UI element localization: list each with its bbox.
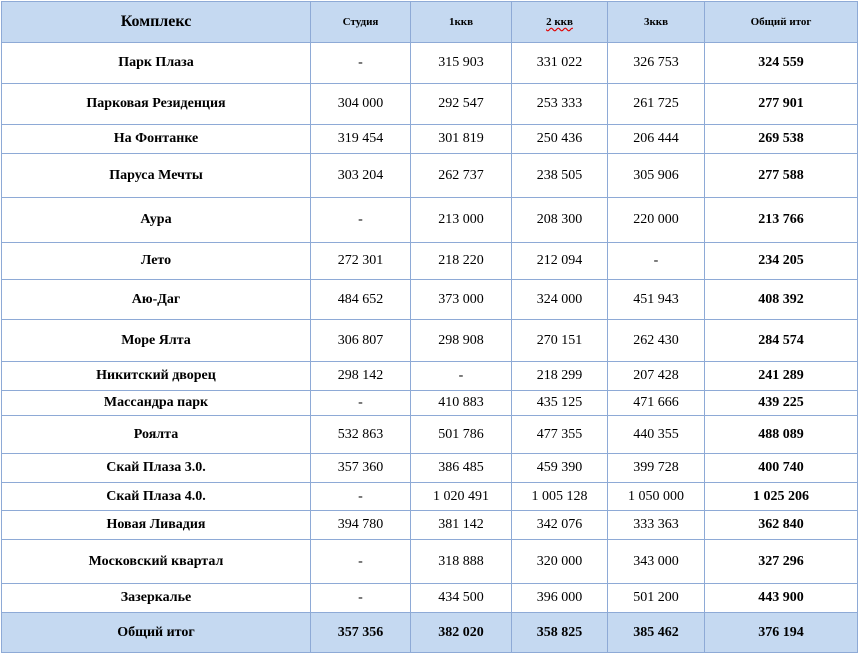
cell-2k: 253 333 [512,84,608,125]
cell-studio: - [311,391,411,416]
cell-studio: - [311,198,411,243]
cell-studio: 484 652 [311,280,411,320]
cell-1k: - [411,362,512,391]
header-row [2,2,858,43]
table-row [2,454,858,483]
cell-1k: 386 485 [411,454,512,483]
cell-studio: - [311,483,411,511]
table-row [2,483,858,511]
footer-total: 376 194 [705,613,858,653]
cell-total: 234 205 [705,243,858,280]
row-name: Парковая Резиденция [2,84,311,125]
table-row [2,511,858,540]
cell-total: 284 574 [705,320,858,362]
table-row [2,43,858,84]
cell-total: 443 900 [705,584,858,613]
row-name: Московский квартал [2,540,311,584]
cell-2k: 1 005 128 [512,483,608,511]
cell-2k: 477 355 [512,416,608,454]
cell-studio: - [311,43,411,84]
table-row [2,540,858,584]
total-row [2,613,858,653]
header-2k [512,2,608,43]
cell-total: 213 766 [705,198,858,243]
footer-studio: 357 356 [311,613,411,653]
row-name: Аура [2,198,311,243]
row-name: Скай Плаза 4.0. [2,483,311,511]
cell-studio: 303 204 [311,154,411,198]
cell-total: 488 089 [705,416,858,454]
table-row [2,584,858,613]
cell-studio: 304 000 [311,84,411,125]
cell-studio: 357 360 [311,454,411,483]
cell-studio: 306 807 [311,320,411,362]
row-name: Зазеркалье [2,584,311,613]
cell-1k: 373 000 [411,280,512,320]
cell-total: 1 025 206 [705,483,858,511]
row-name: Море Ялта [2,320,311,362]
cell-studio: - [311,584,411,613]
row-name: Паруса Мечты [2,154,311,198]
header-2k-label: 2 ккв [546,16,573,28]
table-row [2,198,858,243]
cell-1k: 315 903 [411,43,512,84]
row-name: Скай Плаза 3.0. [2,454,311,483]
table-row [2,154,858,198]
cell-studio: 394 780 [311,511,411,540]
cell-3k: 1 050 000 [608,483,705,511]
row-name: Парк Плаза [2,43,311,84]
cell-3k: - [608,243,705,280]
cell-3k: 343 000 [608,540,705,584]
cell-2k: 320 000 [512,540,608,584]
cell-3k: 333 363 [608,511,705,540]
cell-total: 362 840 [705,511,858,540]
row-name: Новая Ливадия [2,511,311,540]
cell-total: 439 225 [705,391,858,416]
cell-3k: 326 753 [608,43,705,84]
footer-2k: 358 825 [512,613,608,653]
cell-2k: 270 151 [512,320,608,362]
cell-1k: 434 500 [411,584,512,613]
row-name: Аю-Даг [2,280,311,320]
table-row [2,320,858,362]
cell-1k: 262 737 [411,154,512,198]
price-table [1,1,858,653]
cell-total: 408 392 [705,280,858,320]
cell-2k: 459 390 [512,454,608,483]
cell-3k: 262 430 [608,320,705,362]
cell-total: 327 296 [705,540,858,584]
cell-2k: 396 000 [512,584,608,613]
cell-3k: 220 000 [608,198,705,243]
cell-studio: 532 863 [311,416,411,454]
footer-3k: 385 462 [608,613,705,653]
cell-2k: 250 436 [512,125,608,154]
cell-total: 277 588 [705,154,858,198]
cell-1k: 381 142 [411,511,512,540]
cell-1k: 298 908 [411,320,512,362]
cell-1k: 292 547 [411,84,512,125]
cell-1k: 318 888 [411,540,512,584]
cell-3k: 206 444 [608,125,705,154]
cell-2k: 238 505 [512,154,608,198]
header-studio: Студия [311,2,411,43]
cell-studio: - [311,540,411,584]
row-name: Лето [2,243,311,280]
row-name: Никитский дворец [2,362,311,391]
cell-2k: 331 022 [512,43,608,84]
cell-1k: 410 883 [411,391,512,416]
cell-3k: 305 906 [608,154,705,198]
cell-2k: 208 300 [512,198,608,243]
header-1k: 1ккв [411,2,512,43]
cell-total: 277 901 [705,84,858,125]
cell-1k: 218 220 [411,243,512,280]
cell-1k: 213 000 [411,198,512,243]
table-row [2,243,858,280]
table-row [2,125,858,154]
header-total: Общий итог [705,2,858,43]
table-row [2,362,858,391]
cell-total: 241 289 [705,362,858,391]
cell-3k: 207 428 [608,362,705,391]
cell-studio: 319 454 [311,125,411,154]
cell-total: 324 559 [705,43,858,84]
cell-2k: 212 094 [512,243,608,280]
cell-2k: 435 125 [512,391,608,416]
cell-1k: 501 786 [411,416,512,454]
header-complex: Комплекс [2,2,311,43]
cell-3k: 501 200 [608,584,705,613]
footer-name: Общий итог [2,613,311,653]
footer-1k: 382 020 [411,613,512,653]
table-row [2,416,858,454]
cell-2k: 342 076 [512,511,608,540]
row-name: Роялта [2,416,311,454]
cell-3k: 471 666 [608,391,705,416]
cell-3k: 451 943 [608,280,705,320]
cell-3k: 440 355 [608,416,705,454]
cell-1k: 1 020 491 [411,483,512,511]
header-3k: 3ккв [608,2,705,43]
row-name: Массандра парк [2,391,311,416]
cell-1k: 301 819 [411,125,512,154]
cell-3k: 399 728 [608,454,705,483]
cell-total: 400 740 [705,454,858,483]
table-row [2,280,858,320]
cell-2k: 218 299 [512,362,608,391]
table-row [2,84,858,125]
table-row [2,391,858,416]
cell-studio: 272 301 [311,243,411,280]
cell-3k: 261 725 [608,84,705,125]
cell-2k: 324 000 [512,280,608,320]
row-name: На Фонтанке [2,125,311,154]
cell-studio: 298 142 [311,362,411,391]
cell-total: 269 538 [705,125,858,154]
